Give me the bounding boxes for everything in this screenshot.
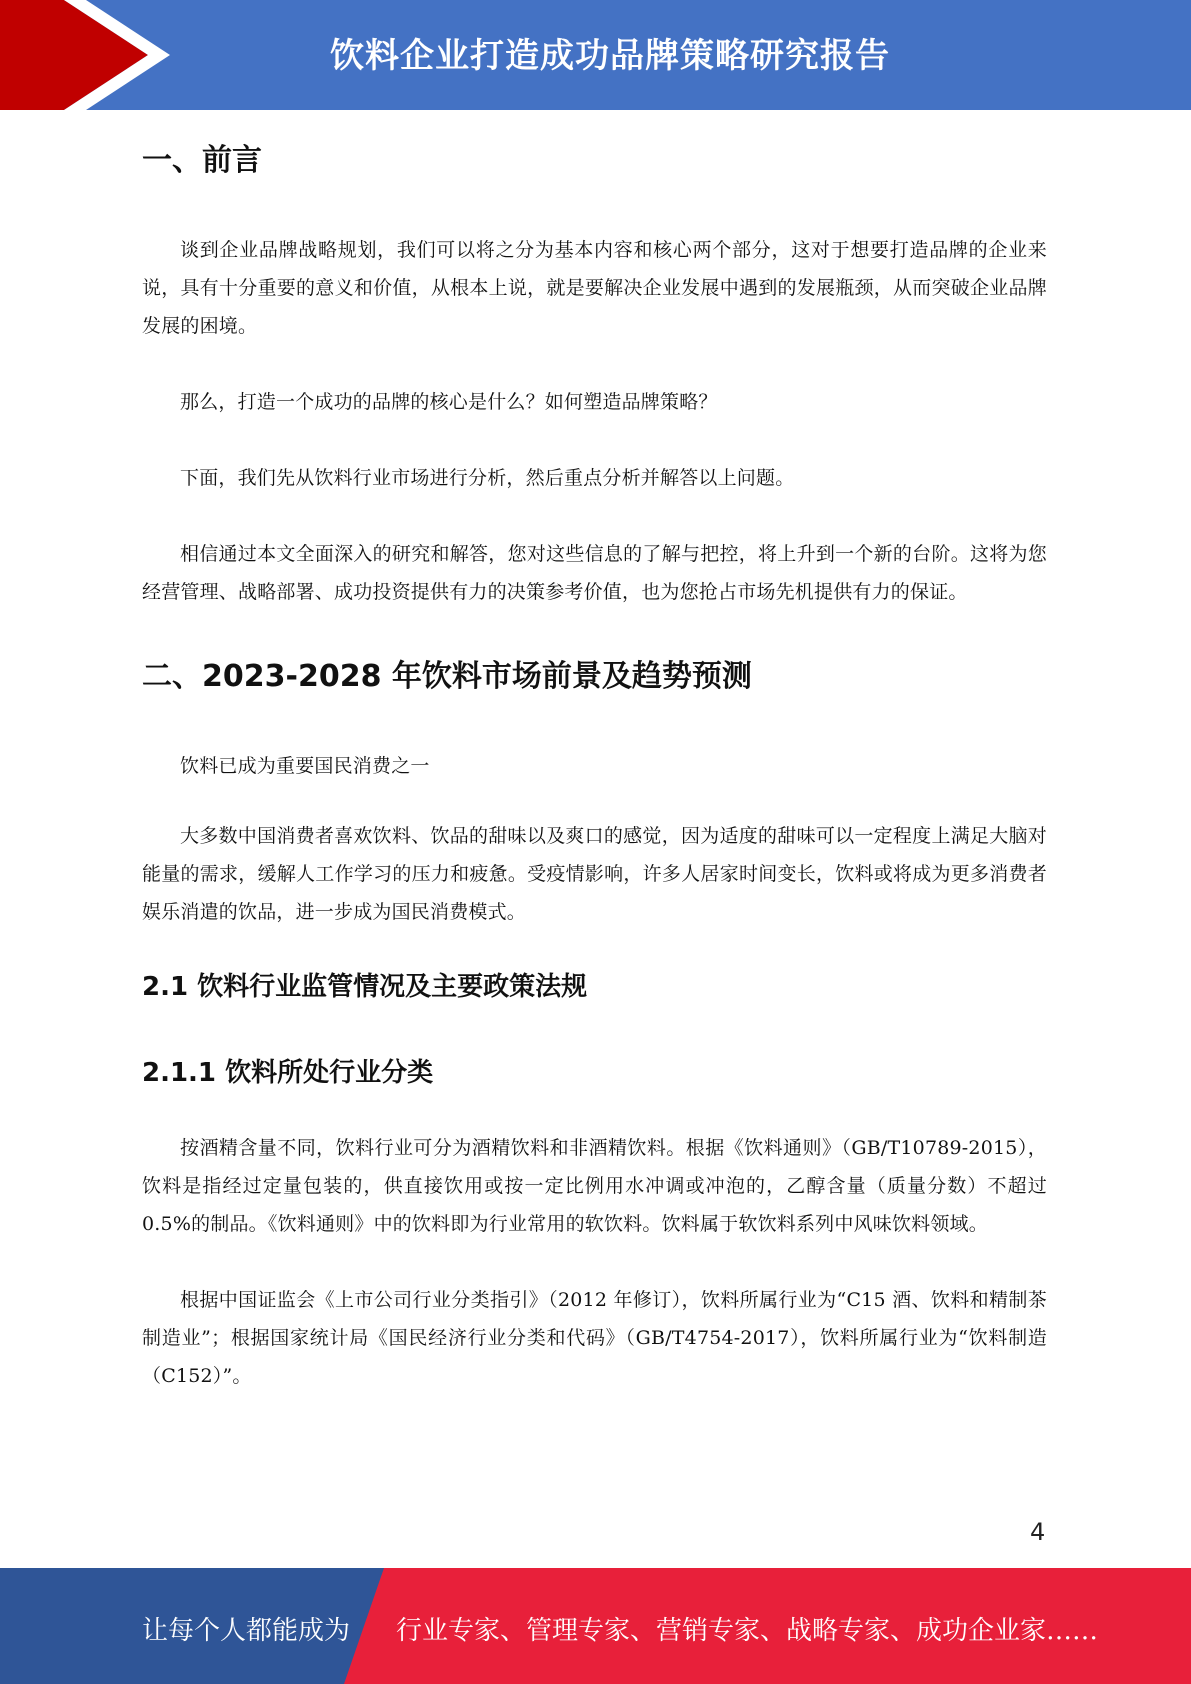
page-content (142, 135, 1047, 1395)
section-2-paragraph-2: 大多数中国消费者喜欢饮料、饮品的甜味以及爽口的感觉，因为适度的甜味可以一定程度上满足大脑对能量的需求，缓解人工作学习的压力和疲惫。受疫情影响，许多人居家时间变长，饮料或将成为更多消费者娱乐消遣的饮品，进一步成为国民消费模式。 (142, 825, 1047, 923)
section-2-heading: 二、2023-2028 年饮料市场前景及趋势预测 (142, 659, 752, 694)
section-2-paragraph-1: 饮料已成为重要国民消费之一 (180, 755, 430, 777)
section-2-1-heading: 2.1 饮料行业监管情况及主要政策法规 (142, 972, 588, 1002)
section-1-paragraph-3: 下面，我们先从饮料行业市场进行分析，然后重点分析并解答以上问题。 (180, 467, 795, 489)
report-title: 饮料企业打造成功品牌策略研究报告 (330, 36, 890, 76)
section-1-paragraph-1: 谈到企业品牌战略规划，我们可以将之分为基本内容和核心两个部分，这对于想要打造品牌的企业来说，具有十分重要的意义和价值，从根本上说，就是要解决企业发展中遇到的发展瓶颈，从而突破企业品牌发展的困境。 (142, 239, 1047, 337)
page-number: 4 (1030, 1518, 1046, 1546)
section-1-heading: 一、前言 (142, 143, 262, 178)
section-2-1-1-heading: 2.1.1 饮料所处行业分类 (142, 1058, 434, 1088)
section-1-paragraph-2: 那么，打造一个成功的品牌的核心是什么？如何塑造品牌策略？ (180, 391, 718, 413)
section-2-1-1-paragraph-1: 按酒精含量不同，饮料行业可分为酒精饮料和非酒精饮料。根据《饮料通则》（GB/T10789-2015），饮料是指经过定量包装的，供直接饮用或按一定比例用水冲调或冲泡的，乙醇含量（质量分数）不超过 0.5%的制品。《饮料通则》中的饮料即为行业常用的软饮料。饮料属于软饮料系列中风味饮料领域。 (142, 1137, 1047, 1235)
header-banner (0, 0, 1191, 110)
footer-banner (0, 1568, 1191, 1684)
footer-slogan-right: 行业专家、管理专家、营销专家、战略专家、成功企业家…… (396, 1616, 1099, 1646)
section-2-1-1-paragraph-2: 根据中国证监会《上市公司行业分类指引》（2012 年修订），饮料所属行业为“C15 酒、饮料和精制茶制造业”；根据国家统计局《国民经济行业分类和代码》（GB/T4754-2017），饮料所属行业为“饮料制造（C152）”。 (142, 1289, 1047, 1387)
footer-slogan-left: 让每个人都能成为 (142, 1616, 351, 1646)
section-1-paragraph-4: 相信通过本文全面深入的研究和解答，您对这些信息的了解与把控，将上升到一个新的台阶。这将为您经营管理、战略部署、成功投资提供有力的决策参考价值，也为您抢占市场先机提供有力的保证。 (142, 543, 1047, 603)
